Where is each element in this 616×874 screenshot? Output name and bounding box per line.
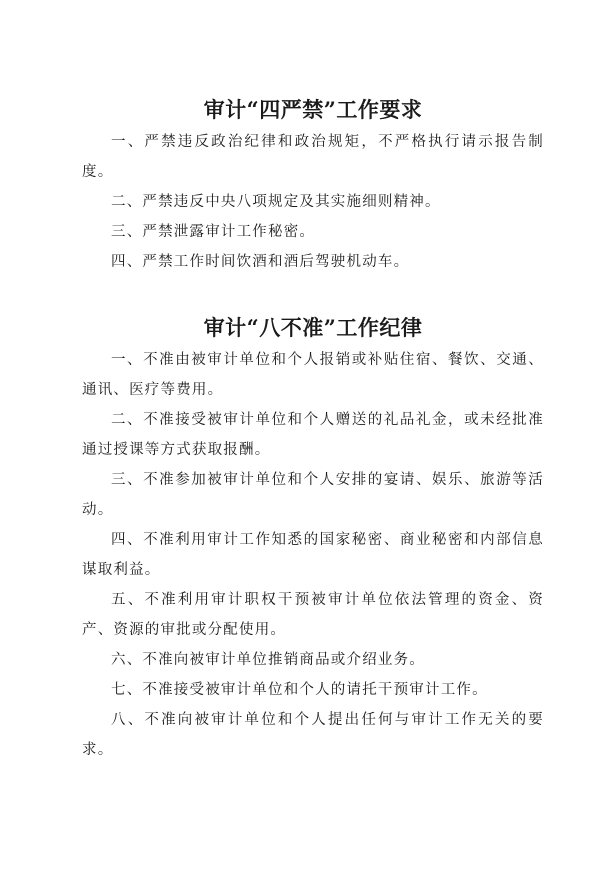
eight-prohibitions-item-3: 三、不准参加被审计单位和个人安排的宴请、娱乐、旅游等活动。: [82, 472, 544, 518]
eight-prohibitions-item-6: 六、不准向被审计单位推销商品或介绍业务。: [111, 652, 425, 668]
eight-prohibitions-section: [82, 311, 544, 765]
eight-prohibitions-title: 审计“八不准”工作纪律: [203, 315, 423, 340]
eight-prohibitions-item-5: 五、不准利用审计职权干预被审计单位依法管理的资金、资产、资源的审批或分配使用。: [82, 592, 544, 638]
eight-prohibitions-item-4: 四、不准利用审计工作知悉的国家秘密、商业秘密和内部信息谋取利益。: [82, 532, 544, 578]
eight-prohibitions-item-7: 七、不准接受被审计单位和个人的请托干预审计工作。: [111, 682, 488, 698]
four-prohibitions-title: 审计“四严禁”工作要求: [203, 97, 423, 122]
four-prohibitions-item-2: 二、严禁违反中央八项规定及其实施细则精神。: [111, 194, 441, 210]
eight-prohibitions-item-2: 二、不准接受被审计单位和个人赠送的礼品礼金，或未经批准通过授课等方式获取报酬。: [82, 412, 544, 458]
four-prohibitions-item-3: 三、严禁泄露审计工作秘密。: [111, 224, 316, 240]
eight-prohibitions-item-8: 八、不准向被审计单位和个人提出任何与审计工作无关的要求。: [82, 712, 544, 758]
four-prohibitions-item-4: 四、严禁工作时间饮酒和酒后驾驶机动车。: [111, 254, 410, 270]
four-prohibitions-section: [82, 93, 544, 277]
four-prohibitions-item-1: 一、严禁违反政治纪律和政治规矩，不严格执行请示报告制度。: [82, 134, 544, 180]
eight-prohibitions-item-1: 一、不准由被审计单位和个人报销或补贴住宿、餐饮、交通、通讯、医疗等费用。: [82, 352, 544, 398]
